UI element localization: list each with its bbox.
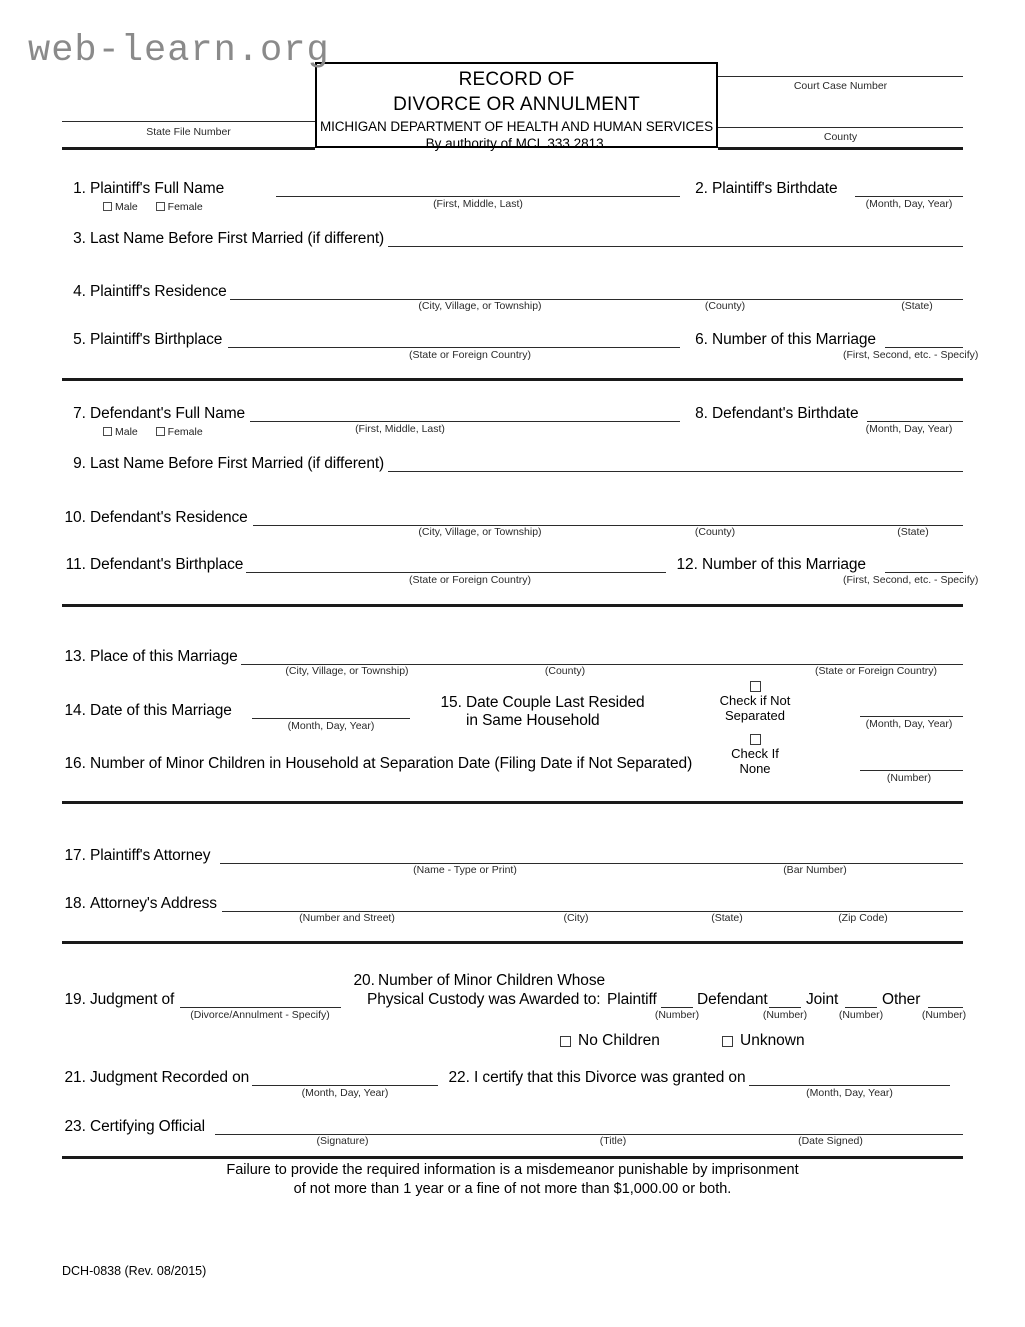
- custody-plaintiff-label: Plaintiff: [607, 991, 657, 1008]
- item-4-number: 4.: [73, 283, 86, 300]
- item-5-number: 5.: [73, 331, 86, 348]
- custody-defendant-label: Defendant: [697, 991, 768, 1008]
- defendant-female-checkbox[interactable]: [156, 427, 165, 436]
- item-17-number: 17.: [64, 847, 86, 864]
- item-8-number: 8.: [695, 405, 708, 422]
- warning-line1: Failure to provide the required information is a misdemeanor punishable by imprisonment: [226, 1162, 799, 1178]
- item-22-input-line[interactable]: [749, 1085, 950, 1086]
- item-22-number: 22.: [448, 1069, 470, 1086]
- item-8-label: Defendant's Birthdate: [712, 405, 859, 422]
- item-16-caption: (Number): [886, 772, 932, 784]
- item-7-label: Defendant's Full Name: [90, 405, 246, 422]
- item-19-label: Judgment of: [90, 991, 175, 1008]
- check-if-none-label-line1: Check If: [731, 746, 779, 761]
- unknown-check-group: [722, 1032, 805, 1050]
- item-3-number: 3.: [73, 230, 86, 247]
- header-bottom-rule-right: [718, 147, 963, 150]
- header-bottom-rule-left: [62, 147, 315, 150]
- item-10-caption-county: (County): [694, 526, 736, 538]
- item-13-caption-state: (State or Foreign Country): [815, 665, 937, 677]
- item-15-label-line2: in Same Household: [466, 712, 600, 729]
- item-23-label: Certifying Official: [90, 1118, 205, 1135]
- item-16-number: 16.: [64, 755, 86, 772]
- item-10-caption-city: (City, Village, or Township): [418, 526, 542, 538]
- item-6-caption: (First, Second, etc. - Specify): [843, 349, 979, 361]
- plaintiff-sex-checkboxes: [103, 198, 203, 216]
- item-15-input-line[interactable]: [860, 716, 963, 717]
- check-if-none-label-line2: None: [739, 761, 771, 776]
- item-17-caption-bar: (Bar Number): [783, 864, 847, 876]
- item-9-number: 9.: [73, 455, 86, 472]
- item-20-label-line1: Number of Minor Children Whose: [378, 972, 606, 989]
- item-3-label: Last Name Before First Married (if different): [90, 230, 385, 247]
- item-10-label: Defendant's Residence: [90, 509, 248, 526]
- watermark-text: web-learn.org: [28, 30, 330, 72]
- item-10-number: 10.: [64, 509, 86, 526]
- item-19-caption: (Divorce/Annulment - Specify): [190, 1009, 330, 1021]
- no-children-separation-check-group: [700, 731, 810, 776]
- section-divider-1: [62, 378, 963, 381]
- not-separated-check-group: [700, 678, 810, 723]
- item-19-number: 19.: [64, 991, 86, 1008]
- not-separated-checkbox[interactable]: [750, 681, 761, 692]
- item-8-caption: (Month, Day, Year): [865, 423, 953, 435]
- item-5-caption: (State or Foreign Country): [409, 349, 531, 361]
- not-separated-label-line1: Check if Not: [719, 693, 791, 708]
- item-16-label: Number of Minor Children in Household at Separation Date (Filing Date if Not Separated): [90, 755, 693, 772]
- item-7-caption: (First, Middle, Last): [355, 423, 445, 435]
- item-4-label: Plaintiff's Residence: [90, 283, 227, 300]
- item-13-label: Place of this Marriage: [90, 648, 238, 665]
- item-12-number: 12.: [676, 556, 698, 573]
- defendant-male-label: Male: [115, 425, 138, 438]
- item-21-label: Judgment Recorded on: [90, 1069, 250, 1086]
- item-6-input-line[interactable]: [885, 347, 963, 348]
- form-title-box: [315, 62, 718, 151]
- item-2-label: Plaintiff's Birthdate: [712, 180, 838, 197]
- item-12-caption: (First, Second, etc. - Specify): [843, 574, 979, 586]
- unknown-checkbox[interactable]: [722, 1036, 733, 1047]
- custody-joint-line[interactable]: [845, 1007, 877, 1008]
- item-5-input-line[interactable]: [228, 347, 680, 348]
- item-1-label: Plaintiff's Full Name: [90, 180, 225, 197]
- item-2-number: 2.: [695, 180, 708, 197]
- section-divider-4: [62, 941, 963, 944]
- item-15-label-line1: Date Couple Last Resided: [466, 694, 645, 711]
- defendant-female-label: Female: [167, 425, 203, 438]
- no-children-check-group: [560, 1032, 660, 1050]
- court-case-number-label: Court Case Number: [793, 80, 888, 92]
- item-3-input-line[interactable]: [388, 246, 963, 247]
- item-21-number: 21.: [64, 1069, 86, 1086]
- item-9-label: Last Name Before First Married (if different): [90, 455, 385, 472]
- item-10-caption-state: (State): [897, 526, 929, 538]
- custody-plaintiff-line[interactable]: [661, 1007, 693, 1008]
- custody-plaintiff-caption: (Number): [654, 1009, 700, 1021]
- item-1-caption: (First, Middle, Last): [433, 198, 523, 210]
- department-name: MICHIGAN DEPARTMENT OF HEALTH AND HUMAN SERVICES: [319, 119, 713, 134]
- item-13-caption-city: (City, Village, or Township): [285, 665, 409, 677]
- state-file-number-rule: [62, 121, 315, 122]
- form-number: DCH-0838 (Rev. 08/2015): [62, 1264, 207, 1278]
- custody-joint-caption: (Number): [838, 1009, 884, 1021]
- custody-other-caption: (Number): [921, 1009, 967, 1021]
- form-title-line2: DIVORCE OR ANNULMENT: [393, 94, 640, 115]
- item-21-caption: (Month, Day, Year): [301, 1087, 389, 1099]
- item-22-label: I certify that this Divorce was granted on: [474, 1069, 746, 1086]
- item-16-input-line[interactable]: [860, 770, 963, 771]
- not-separated-label-line2: Separated: [725, 708, 785, 723]
- item-20-label-line2: Physical Custody was Awarded to:: [367, 991, 601, 1008]
- authority-text: By authority of MCL 333.2813.: [425, 136, 608, 151]
- plaintiff-female-checkbox[interactable]: [156, 202, 165, 211]
- item-9-input-line[interactable]: [388, 471, 963, 472]
- item-11-caption: (State or Foreign Country): [409, 574, 531, 586]
- item-23-caption-signature: (Signature): [316, 1135, 369, 1147]
- unknown-label: Unknown: [740, 1032, 805, 1049]
- custody-defendant-line[interactable]: [769, 1007, 801, 1008]
- item-18-caption-state: (State): [711, 912, 743, 924]
- plaintiff-female-label: Female: [167, 200, 203, 213]
- item-18-number: 18.: [64, 895, 86, 912]
- check-if-none-checkbox[interactable]: [750, 734, 761, 745]
- item-7-number: 7.: [73, 405, 86, 422]
- item-14-input-line[interactable]: [252, 718, 410, 719]
- custody-other-line[interactable]: [928, 1007, 963, 1008]
- section-divider-2: [62, 604, 963, 607]
- defendant-sex-checkboxes: [103, 423, 203, 441]
- county-rule: [718, 127, 963, 128]
- item-11-input-line[interactable]: [246, 572, 666, 573]
- item-11-number: 11.: [65, 556, 86, 573]
- item-20-number: 20.: [353, 972, 375, 989]
- item-6-label: Number of this Marriage: [712, 331, 876, 348]
- custody-defendant-caption: (Number): [762, 1009, 808, 1021]
- item-15-number: 15.: [440, 694, 462, 711]
- item-2-caption: (Month, Day, Year): [865, 198, 953, 210]
- item-17-label: Plaintiff's Attorney: [90, 847, 211, 864]
- item-4-caption-state: (State): [901, 300, 933, 312]
- item-7-input-line[interactable]: [250, 421, 680, 422]
- item-18-caption-zip: (Zip Code): [838, 912, 888, 924]
- item-18-caption-street: (Number and Street): [299, 912, 395, 924]
- item-5-label: Plaintiff's Birthplace: [90, 331, 223, 348]
- form-title-line1: RECORD OF: [458, 69, 575, 90]
- item-8-input-line[interactable]: [867, 421, 963, 422]
- plaintiff-male-checkbox[interactable]: [103, 202, 112, 211]
- item-12-input-line[interactable]: [885, 572, 963, 573]
- item-12-label: Number of this Marriage: [702, 556, 866, 573]
- item-18-caption-city: (City): [563, 912, 589, 924]
- item-15-caption: (Month, Day, Year): [865, 718, 953, 730]
- custody-joint-label: Joint: [806, 991, 839, 1008]
- state-file-number-label: State File Number: [146, 126, 231, 138]
- item-1-number: 1.: [73, 180, 86, 197]
- defendant-male-checkbox[interactable]: [103, 427, 112, 436]
- item-21-input-line[interactable]: [252, 1085, 438, 1086]
- item-4-caption-city: (City, Village, or Township): [418, 300, 542, 312]
- item-1-input-line[interactable]: [276, 196, 680, 197]
- item-23-caption-title: (Title): [599, 1135, 627, 1147]
- court-case-number-rule: [718, 76, 963, 77]
- item-22-caption: (Month, Day, Year): [806, 1087, 893, 1099]
- item-18-label: Attorney's Address: [90, 895, 217, 912]
- item-23-number: 23.: [64, 1118, 86, 1135]
- section-divider-3: [62, 801, 963, 804]
- item-6-number: 6.: [695, 331, 708, 348]
- item-17-caption-name: (Name - Type or Print): [413, 864, 517, 876]
- item-4-caption-county: (County): [704, 300, 746, 312]
- item-14-caption: (Month, Day, Year): [287, 720, 375, 732]
- item-23-caption-date: (Date Signed): [798, 1135, 863, 1147]
- item-19-input-line[interactable]: [180, 1007, 341, 1008]
- item-14-label: Date of this Marriage: [90, 702, 232, 719]
- item-14-number: 14.: [64, 702, 86, 719]
- item-2-input-line[interactable]: [855, 196, 963, 197]
- custody-other-label: Other: [882, 991, 921, 1008]
- plaintiff-male-label: Male: [115, 200, 138, 213]
- item-13-number: 13.: [64, 648, 86, 665]
- item-13-caption-county: (County): [544, 665, 586, 677]
- item-11-label: Defendant's Birthplace: [90, 556, 244, 573]
- warning-line2: of not more than 1 year or a fine of not more than $1,000.00 or both.: [293, 1181, 732, 1197]
- no-children-checkbox[interactable]: [560, 1036, 571, 1047]
- county-label: County: [823, 131, 858, 143]
- no-children-label: No Children: [578, 1032, 660, 1049]
- section-divider-5: [62, 1156, 963, 1159]
